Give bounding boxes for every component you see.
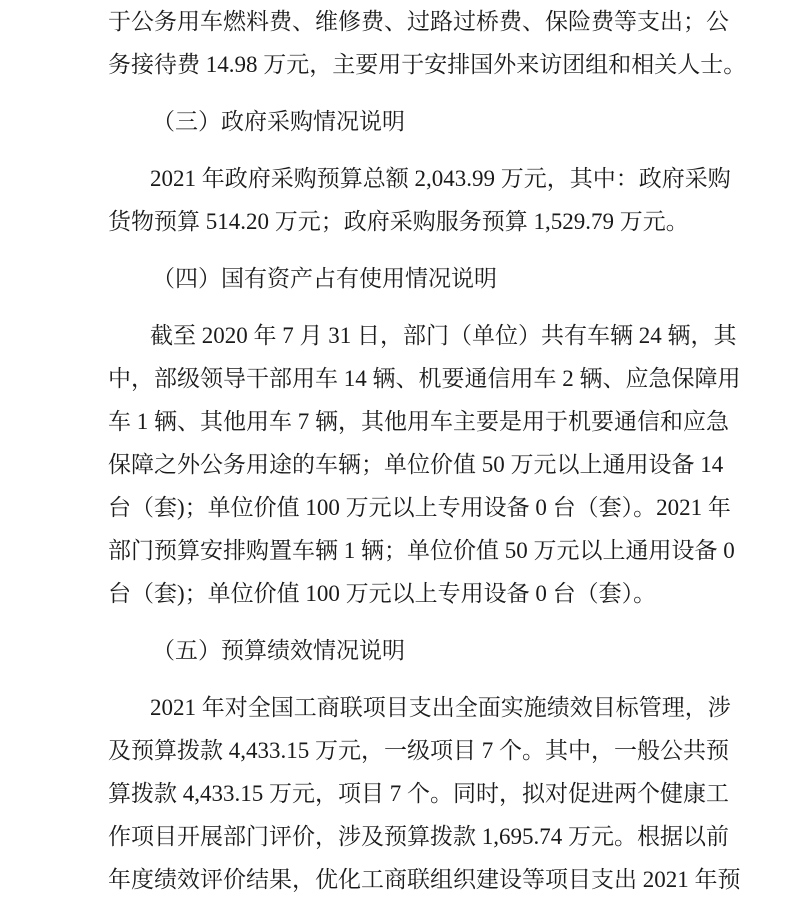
paragraph-government-procurement	[108, 157, 731, 243]
text-line: 作项目开展部门评价，涉及预算拨款 1,695.74 万元。根据以前	[108, 824, 729, 849]
text-line: 截至 2020 年 7 月 31 日，部门（单位）共有车辆 24 辆，其	[150, 323, 737, 348]
text-line: 2021 年对全国工商联项目支出全面实施绩效目标管理，涉	[150, 695, 731, 720]
text-line: 台（套)；单位价值 100 万元以上专用设备 0 台（套）。	[108, 581, 657, 606]
paragraph-budget-performance	[108, 686, 741, 901]
text-line: 务接待费 14.98 万元，主要用于安排国外来访团组和相关人士。	[108, 52, 747, 77]
text-line: 中，部级领导干部用车 14 辆、机要通信用车 2 辆、应急保障用	[108, 366, 741, 391]
text-line: 年度绩效评价结果，优化工商联组织建设等项目支出 2021 年预	[108, 867, 741, 892]
text-line: 及预算拨款 4,433.15 万元，一级项目 7 个。其中，一般公共预	[108, 738, 729, 763]
section-heading-budget-performance: （五）预算绩效情况说明	[152, 638, 405, 663]
text-line: 货物预算 514.20 万元；政府采购服务预算 1,529.79 万元。	[108, 209, 689, 234]
paragraph-vehicle-expense-continued	[108, 0, 747, 86]
text-line: 保障之外公务用途的车辆；单位价值 50 万元以上通用设备 14	[108, 452, 724, 477]
text-line: 2021 年政府采购预算总额 2,043.99 万元，其中：政府采购	[150, 166, 731, 191]
text-line: 车 1 辆、其他用车 7 辆，其他用车主要是用于机要通信和应急	[108, 409, 729, 434]
paragraph-state-owned-assets	[108, 314, 741, 615]
document-body	[108, 0, 747, 901]
text-line: 台（套)；单位价值 100 万元以上专用设备 0 台（套）。2021 年	[108, 495, 731, 520]
text-line: 部门预算安排购置车辆 1 辆；单位价值 50 万元以上通用设备 0	[108, 538, 735, 563]
text-line: 于公务用车燃料费、维修费、过路过桥费、保险费等支出；公	[108, 9, 729, 34]
section-heading-state-owned-assets: （四）国有资产占有使用情况说明	[152, 266, 497, 291]
text-line: 算拨款 4,433.15 万元，项目 7 个。同时，拟对促进两个健康工	[108, 781, 729, 806]
section-heading-government-procurement: （三）政府采购情况说明	[152, 109, 405, 134]
